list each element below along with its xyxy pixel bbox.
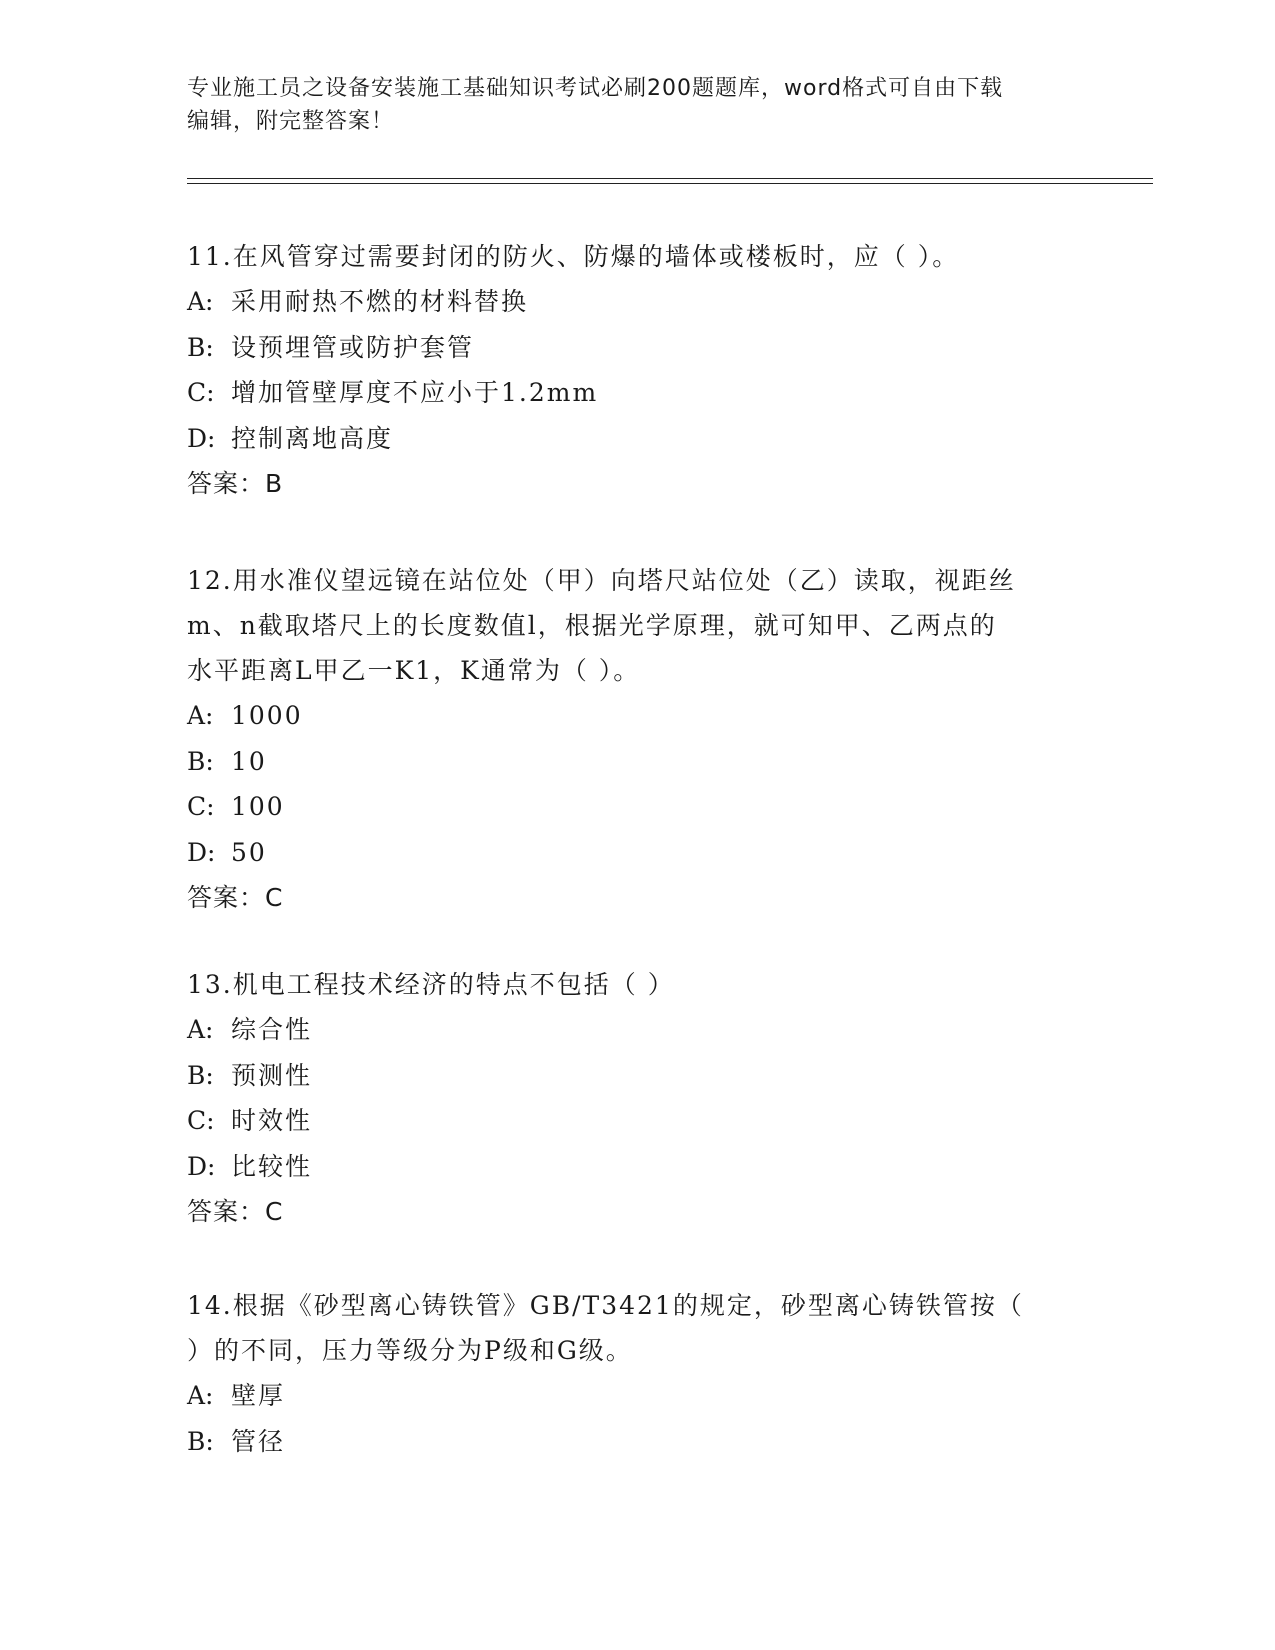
option-text: 预测性: [231, 1060, 313, 1090]
option-key: C:: [187, 1106, 215, 1135]
question-11: [187, 234, 1087, 506]
option-key: A:: [187, 1015, 214, 1044]
option-a: [187, 693, 1087, 739]
option-key: D:: [187, 423, 216, 453]
header-line-2: 编辑，附完整答案！: [187, 109, 395, 134]
option-key: A:: [187, 287, 214, 316]
option-key: B:: [187, 1060, 214, 1090]
option-a: [187, 1007, 1087, 1053]
question-stem-line-3: 水平距离L甲乙一K1，K通常为（ ）。: [187, 656, 641, 685]
document-header: [187, 72, 1087, 138]
header-divider-bottom: [187, 183, 1153, 184]
header-divider-top: [187, 178, 1153, 179]
option-text: 100: [231, 792, 285, 821]
question-stem: 13.机电工程技术经济的特点不包括（ ）: [187, 970, 675, 999]
option-text: 壁厚: [231, 1381, 286, 1410]
option-key: A:: [187, 1381, 214, 1410]
option-a: [187, 1373, 1087, 1419]
option-text: 管径: [231, 1426, 286, 1456]
option-d: [187, 830, 1087, 876]
option-key: C:: [187, 378, 215, 407]
answer-line: 答案：C: [187, 1197, 284, 1226]
answer-line: 答案：C: [187, 883, 284, 912]
option-c: [187, 1098, 1087, 1144]
option-key: A:: [187, 701, 214, 730]
option-text: 时效性: [231, 1106, 313, 1135]
option-key: C:: [187, 792, 215, 821]
option-a: [187, 279, 1087, 325]
option-key: D:: [187, 1151, 216, 1181]
option-text: 增加管壁厚度不应小于1.2mm: [231, 378, 599, 407]
option-text: 采用耐热不燃的材料替换: [231, 287, 529, 316]
option-key: D:: [187, 837, 216, 867]
question-stem: 11.在风管穿过需要封闭的防火、防爆的墙体或楼板时，应（ ）。: [187, 242, 960, 271]
option-key: B:: [187, 332, 214, 362]
option-c: [187, 370, 1087, 416]
question-stem-line-2: ）的不同，压力等级分为P级和G级。: [187, 1336, 633, 1365]
answer-line: 答案：B: [187, 469, 284, 498]
option-key: B:: [187, 1426, 214, 1456]
option-text: 综合性: [231, 1015, 313, 1044]
option-b: [187, 739, 1087, 785]
question-stem-line-1: 12.用水准仪望远镜在站位处（甲）向塔尺站位处（乙）读取，视距丝: [187, 566, 1016, 595]
option-text: 比较性: [231, 1151, 313, 1181]
option-b: [187, 325, 1087, 371]
option-c: [187, 784, 1087, 830]
option-text: 10: [231, 746, 267, 776]
option-text: 控制离地高度: [231, 423, 394, 453]
question-stem-line-2: m、n截取塔尺上的长度数值l，根据光学原理，就可知甲、乙两点的: [187, 611, 997, 640]
option-d: [187, 1144, 1087, 1190]
question-12: [187, 558, 1087, 920]
option-d: [187, 416, 1087, 462]
header-line-1: 专业施工员之设备安装施工基础知识考试必刷200题题库，word格式可自由下载: [187, 76, 1004, 101]
option-key: B:: [187, 746, 214, 776]
option-text: 50: [231, 837, 267, 867]
option-b: [187, 1053, 1087, 1099]
option-text: 1000: [231, 701, 303, 730]
question-14: [187, 1283, 1087, 1464]
option-text: 设预埋管或防护套管: [231, 332, 475, 362]
question-13: [187, 962, 1087, 1234]
question-stem-line-1: 14.根据《砂型离心铸铁管》GB/T3421的规定，砂型离心铸铁管按（: [187, 1291, 1024, 1320]
option-b: [187, 1419, 1087, 1465]
